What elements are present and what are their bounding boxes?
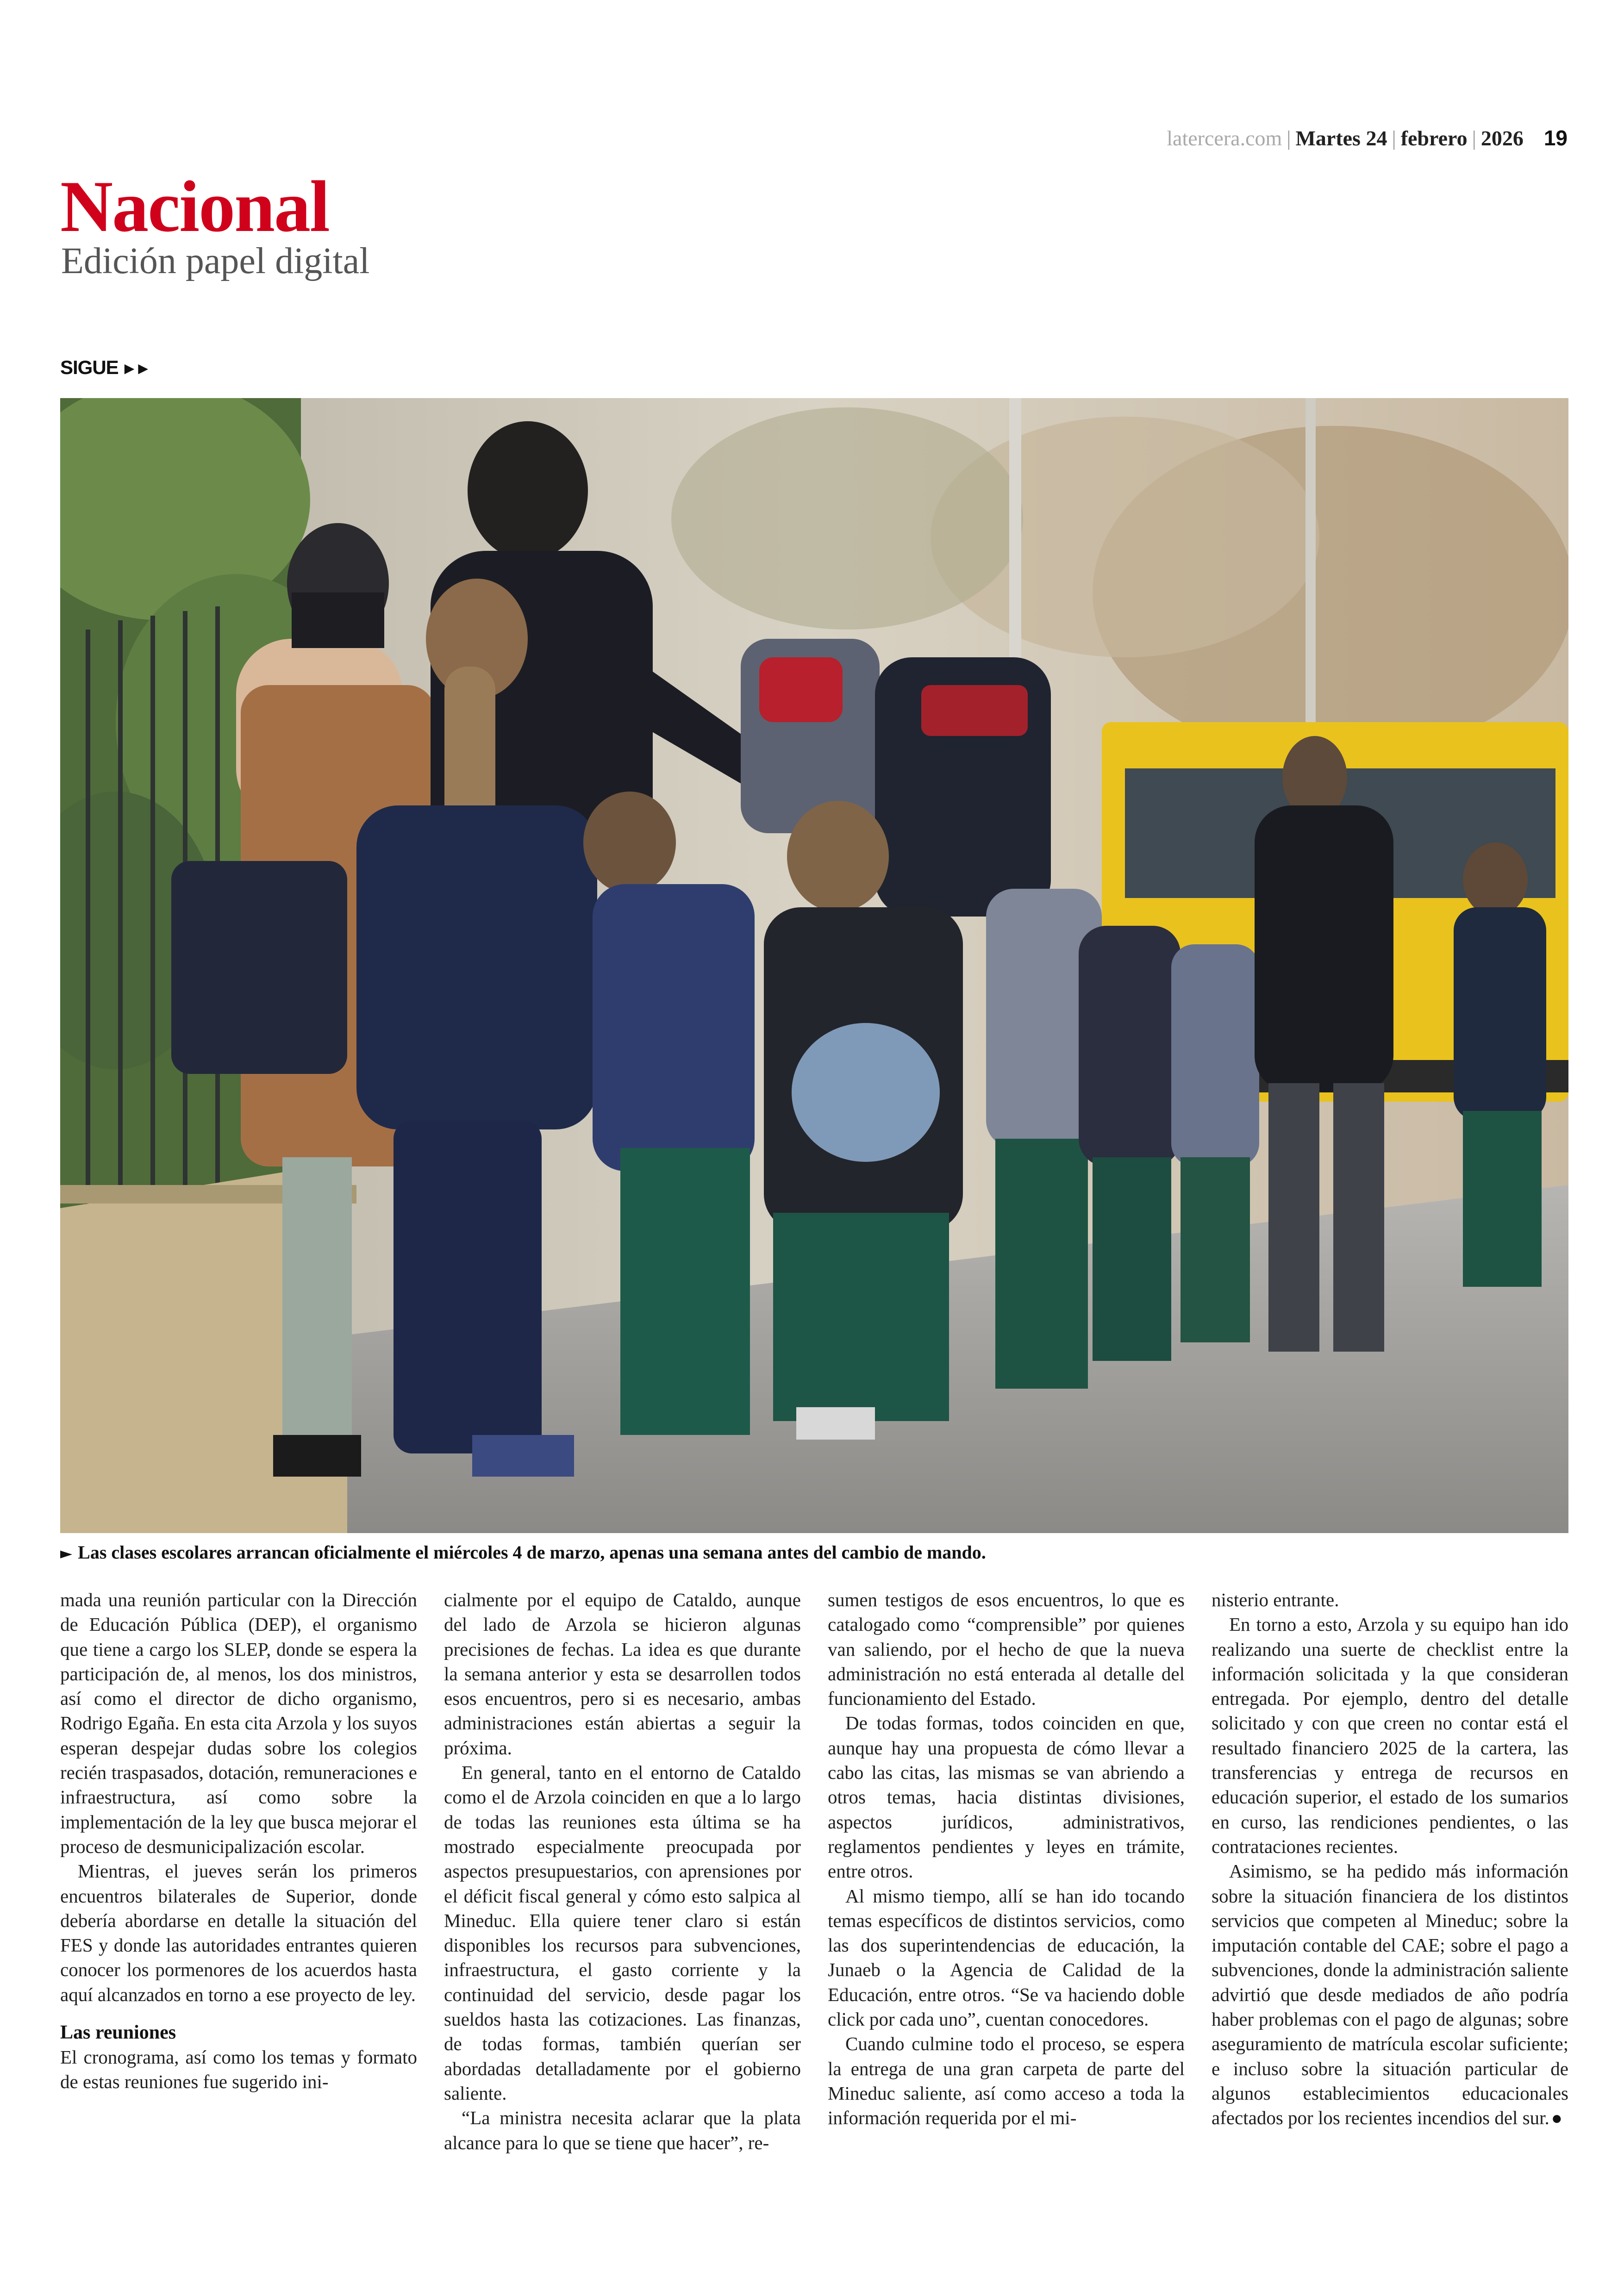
paragraph: Mientras, el jueves serán los primeros encuentros bilaterales de Superior, donde debería abordarse en detalle la situación del FES y donde las autoridades entrantes quieren conocer los pormenores de los acuerdos hasta aquí alcanzados en torno a ese proyecto de ley. [60,1860,417,2005]
lead-photo [60,398,1568,1533]
article-column-2 [444,1588,801,2155]
folio-month: febrero [1400,126,1468,150]
paragraph: nisterio entrante. [1212,1589,1339,1610]
paragraph-text: Asimismo, se ha pedido más información sobre la situación financiera de los distintos servicios que competen al Mineduc; sobre la imputación contable del CAE; sobre el pago a subvenciones, donde la administración saliente advirtió que desde mediados de año podría haber problemas con el pago de algunas; sobre aseguramiento de matrícula escolar suficiente; e incluso sobre la situación particular de algunos establecimientos educacionales afectados por los recientes incendios del sur. [1212,1860,1568,2129]
continue-arrows-icon: ►► [121,359,149,378]
page-number: 19 [1543,126,1568,150]
end-mark-icon: ● [1551,2108,1562,2129]
paragraph: sumen testigos de esos encuentros, lo que es catalogado como “comprensible” por quienes van saliendo, por el hecho de que la nueva administración no está enterada al detalle del funcionamiento del Estado. [828,1589,1185,1709]
continue-label: SIGUE [60,356,119,378]
paragraph-with-end [1212,1859,1568,2130]
section-title: Nacional [60,166,329,247]
article-column-1 [60,1588,417,2155]
paragraph: En general, tanto en el entorno de Cataldo como el de Arzola coinciden en que a lo largo de todas las reuniones esta última se ha mostrado especialmente preocupada por aspectos presupuestarios, con aprensiones por el déficit fiscal general y cómo esto salpica al Mineduc. Ella quiere tener claro si están disponibles los recursos para subvenciones, infraestructura, el gasto corriente y la continuidad del servicio, desde pagar los sueldos hasta las cotizaciones. Las finanzas, de todas formas, también querían ser abordadas detalladamente por el gobierno saliente. [444,1762,801,2104]
photo-illustration [60,398,1568,1533]
folio-day: Martes 24 [1295,126,1387,150]
folio-year: 2026 [1480,126,1524,150]
paragraph: mada una reunión particular con la Dirección de Educación Pública (DEP), el organismo que tiene a cargo los SLEP, donde se espera la participación de, al menos, los dos ministros, así como el director de dicho organismo, Rodrigo Egaña. En esta cita Arzola y los suyos esperan despejar dudas sobre los colegios recién traspasados, dotación, remuneraciones e infraestructura, así como sobre la implementación de la ley que busca mejorar el proceso de desmunicipalización escolar. [60,1589,417,1857]
page-folio: latercera.com | Martes 24 | febrero | 2026 19 [1167,126,1568,150]
section-subtitle: Edición papel digital [61,241,370,281]
subheading: Las reuniones [60,2022,176,2044]
site-name[interactable]: latercera.com [1167,126,1282,150]
paragraph: En torno a esto, Arzola y su equipo han ido realizando una suerte de checklist entre la información solicitada y la que consideran entregada. Por ejemplo, dentro del detalle solicitado y con que creen no contar está el resultado financiero 2025 de la cartera, las transferencias y entrega de recursos en educación superior, el estado de los sumarios en curso, las rendiciones pendientes, o las contrataciones recientes. [1212,1614,1568,1857]
continue-marker [60,355,149,380]
article-column-3 [828,1588,1185,2155]
photo-caption [60,1540,1568,1565]
article-body [60,1588,1568,2155]
paragraph: De todas formas, todos coinciden en que, aunque hay una propuesta de cómo llevar a cabo las citas, las mismas se van abriendo a otros temas, hacia distintas divisiones, aspectos jurídicos, administrativos, reglamentos pendientes y leyes en trámite, entre otros. [828,1712,1185,1882]
article-column-4 [1212,1588,1568,2155]
paragraph: cialmente por el equipo de Cataldo, aunque del lado de Arzola se hicieron algunas precisiones de fechas. La idea es que durante la semana anterior y esta se desarrollen todos esos encuentros, pero si es necesario, ambas administraciones están abiertas a seguir la próxima. [444,1589,801,1759]
paragraph: Cuando culmine todo el proceso, se espera la entrega de una gran carpeta de parte del Mineduc saliente, así como acceso a toda la información requerida por el mi- [828,2033,1185,2129]
caption-text: Las clases escolares arrancan oficialmente el miércoles 4 de marzo, apenas una semana antes del cambio de mando. [78,1542,986,1563]
paragraph: Al mismo tiempo, allí se han ido tocando temas específicos de distintos servicios, como las dos superintendencias de educación, la Junaeb o la Agencia de Calidad de la Educación, entre otros. “Se va haciendo doble click por cada uno”, cuentan conocedores. [828,1885,1185,2030]
paragraph: “La ministra necesita aclarar que la plata alcance para lo que se tiene que hacer”, re- [444,2107,801,2153]
paragraph: El cronograma, así como los temas y formato de estas reuniones fue sugerido ini- [60,2046,417,2093]
caption-triangle-icon: ► [60,1544,73,1563]
